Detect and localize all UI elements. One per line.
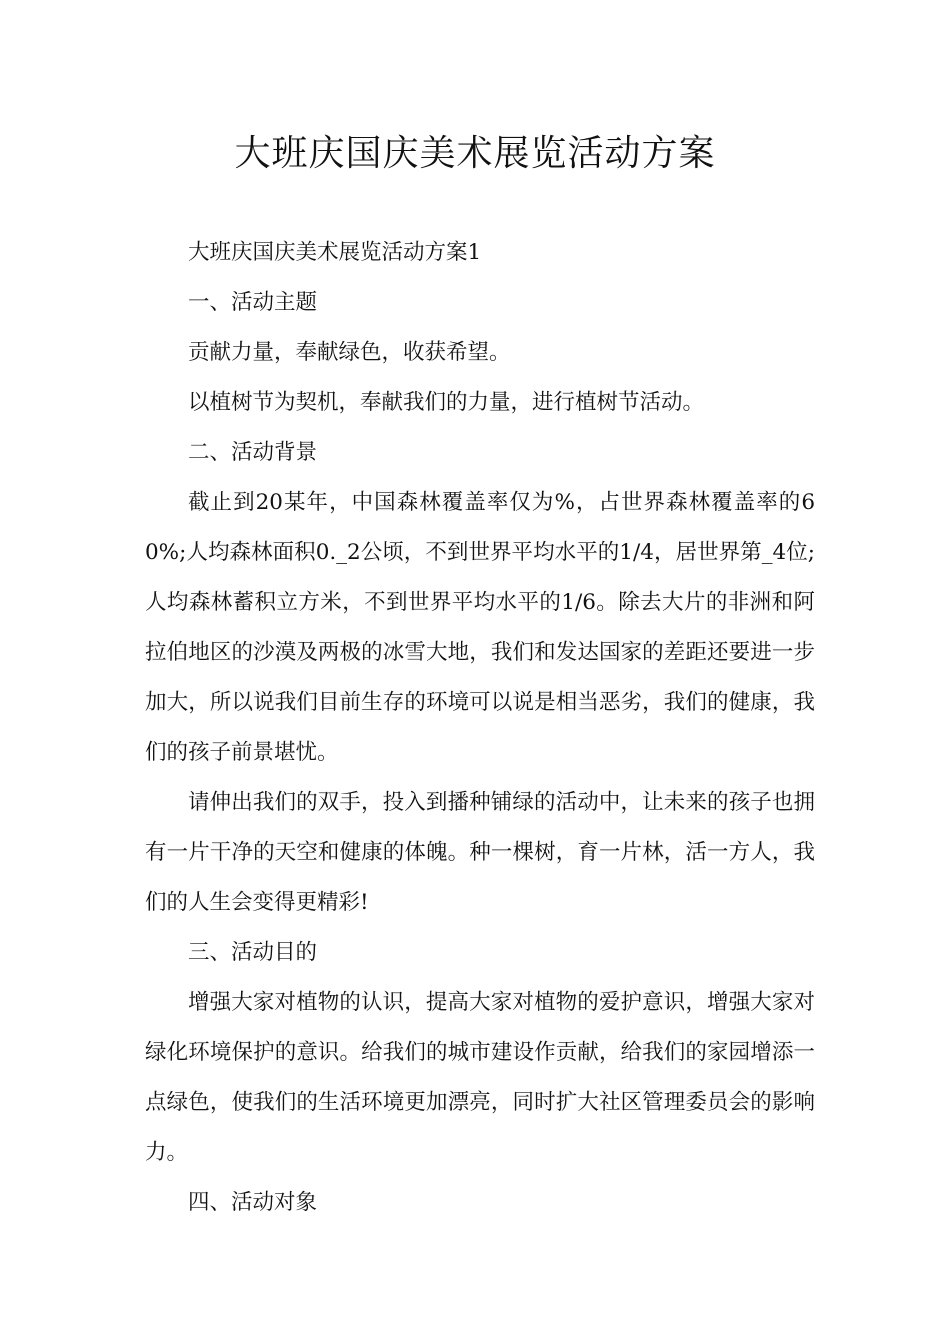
- section-heading-background: 二、活动背景: [188, 440, 318, 465]
- paragraph: 增强大家对植物的认识，提高大家对植物的爱护意识，增强大家对绿化环境保护的意识。给我们的城市建设作贡献，给我们的家园增添一点绿色，使我们的生活环境更加漂亮，同时扩大社区管理委员会的影响力。: [145, 990, 815, 1165]
- document-body: [145, 228, 815, 1228]
- section-heading-purpose: 三、活动目的: [188, 940, 318, 965]
- section-heading-theme: 一、活动主题: [188, 290, 318, 315]
- paragraph: 请伸出我们的双手，投入到播种铺绿的活动中，让未来的孩子也拥有一片干净的天空和健康的体魄。种一棵树，育一片林，活一方人，我们的人生会变得更精彩!: [145, 790, 815, 915]
- paragraph: 贡献力量，奉献绿色，收获希望。: [188, 340, 511, 365]
- paragraph: 以植树节为契机，奉献我们的力量，进行植树节活动。: [188, 390, 705, 415]
- section-heading-audience: 四、活动对象: [188, 1190, 318, 1215]
- paragraph: 截止到20某年，中国森林覆盖率仅为%，占世界森林覆盖率的60%;人均森林面积0._2公顷，不到世界平均水平的1/4，居世界第_4位;人均森林蓄积立方米，不到世界平均水平的1/6。除去大片的非洲和阿拉伯地区的沙漠及两极的冰雪大地，我们和发达国家的差距还要进一步加大，所以说我们目前生存的环境可以说是相当恶劣，我们的健康，我们的孩子前景堪忧。: [145, 490, 815, 765]
- document-title: 大班庆国庆美术展览活动方案: [234, 133, 716, 174]
- doc-subtitle: 大班庆国庆美术展览活动方案1: [188, 240, 482, 265]
